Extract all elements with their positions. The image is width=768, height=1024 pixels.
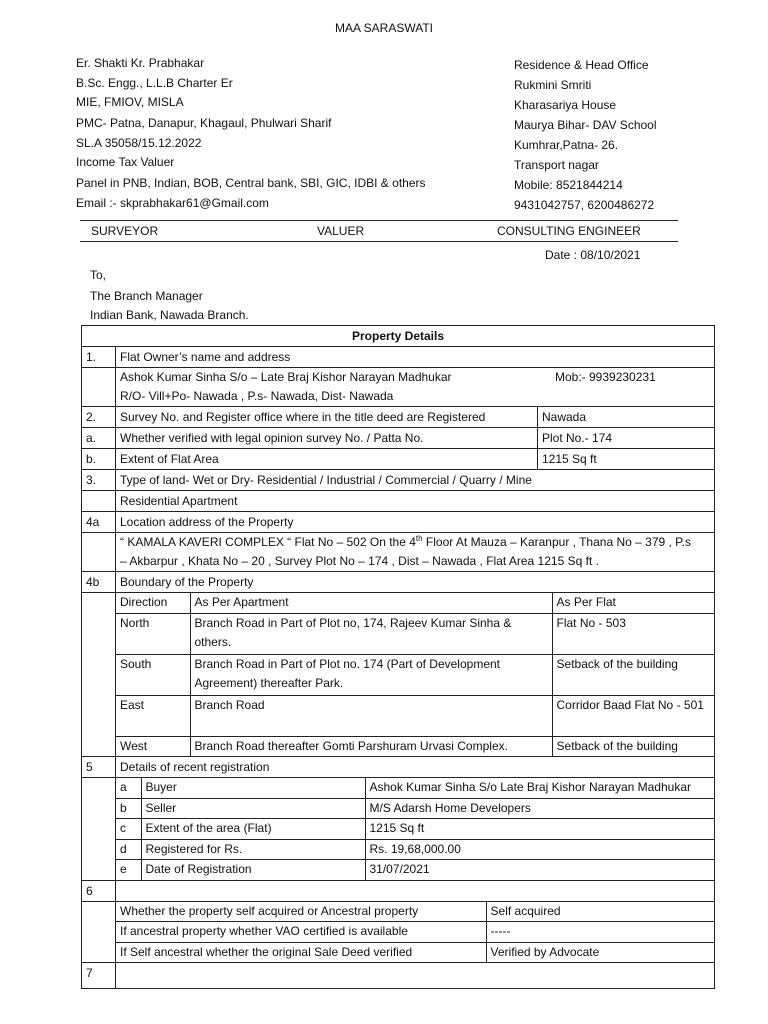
office-line: Maurya Bihar- DAV School bbox=[514, 118, 657, 132]
registration-value: Ashok Kumar Sinha S/o Late Braj Kishor Narayan Madhukar bbox=[365, 778, 714, 798]
owner-mobile: Mob:- 9939230231 bbox=[555, 370, 656, 384]
office-phones: 9431042757, 6200486272 bbox=[514, 198, 655, 212]
ownership-table bbox=[116, 902, 714, 963]
boundary-flat: Setback of the building bbox=[552, 736, 714, 756]
patta-value: Plot No.- 174 bbox=[538, 428, 715, 449]
row-number: 5 bbox=[82, 757, 116, 778]
ownership-question: If Self ancestral whether the original Sale Deed verified bbox=[116, 942, 486, 962]
ownership-answer: ----- bbox=[486, 922, 714, 943]
owner-address: R/O- Vill+Po- Nawada , P.s- Nawada, Dist- Nawada bbox=[120, 389, 394, 403]
boundary-label: Boundary of the Property bbox=[116, 572, 715, 593]
engineer-name: Er. Shakti Kr. Prabhakar bbox=[76, 56, 205, 70]
registration-row bbox=[116, 819, 714, 840]
office-line: Kharasariya House bbox=[514, 98, 617, 112]
address-bank: Indian Bank, Nawada Branch. bbox=[90, 308, 249, 322]
boundary-apartment: Branch Road bbox=[190, 695, 552, 736]
registration-field: Date of Registration bbox=[141, 860, 365, 880]
registration-key: b bbox=[116, 798, 141, 819]
land-type-label: Type of land- Wet or Dry- Residential / Industrial / Commercial / Quarry / Mine bbox=[116, 470, 715, 491]
registration-key: e bbox=[116, 860, 141, 880]
flat-area-value: 1215 Sq ft bbox=[538, 449, 715, 470]
registration-value: M/S Adarsh Home Developers bbox=[365, 798, 714, 819]
owner-name: Ashok Kumar Sinha S/o – Late Braj Kishor Narayan Madhukar bbox=[120, 370, 452, 384]
registration-table bbox=[116, 778, 714, 880]
ownership-row bbox=[116, 922, 714, 943]
registration-field: Seller bbox=[141, 798, 365, 819]
engineer-degree: B.Sc. Engg., L.L.B Charter Er bbox=[76, 76, 233, 90]
role-valuer: VALUER bbox=[317, 224, 365, 238]
row-number: 6 bbox=[82, 880, 116, 901]
boundary-row-south bbox=[116, 654, 714, 695]
row-number: 1. bbox=[82, 347, 116, 368]
engineer-memberships: MIE, FMIOV, MISLA bbox=[76, 95, 184, 109]
row-number: 2. bbox=[82, 407, 116, 428]
role-consulting-engineer: CONSULTING ENGINEER bbox=[497, 224, 641, 238]
boundary-flat: Setback of the building bbox=[552, 654, 714, 695]
boundary-apartment: Branch Road in Part of Plot no. 174 (Part of Development Agreement) thereafter Park. bbox=[190, 654, 552, 695]
boundary-direction: South bbox=[116, 654, 190, 695]
boundary-flat: Flat No - 503 bbox=[552, 613, 714, 654]
ownership-row bbox=[116, 942, 714, 962]
location-line-1: “ KAMALA KAVERI COMPLEX “ Flat No – 502 On the 4 bbox=[120, 535, 416, 549]
divider-bottom bbox=[80, 241, 678, 242]
location-line-1-cont: Floor At Mauza – Karanpur , Thana No – 379 , P.s bbox=[422, 535, 691, 549]
address-to: To, bbox=[90, 268, 107, 282]
location-address bbox=[116, 533, 715, 572]
boundary-row-north bbox=[116, 613, 714, 654]
boundary-header-apartment: As Per Apartment bbox=[190, 593, 552, 613]
boundary-header-direction: Direction bbox=[116, 593, 190, 613]
patta-label: Whether verified with legal opinion survey No. / Patta No. bbox=[116, 428, 538, 449]
location-label: Location address of the Property bbox=[116, 512, 715, 533]
office-line: Kumhrar,Patna- 26. bbox=[514, 138, 619, 152]
address-recipient: The Branch Manager bbox=[90, 289, 203, 303]
boundary-apartment: Branch Road in Part of Plot no, 174, Rajeev Kumar Sinha & others. bbox=[190, 613, 552, 654]
property-details-table bbox=[81, 325, 715, 989]
ownership-row bbox=[116, 902, 714, 922]
boundary-row-east bbox=[116, 695, 714, 736]
row-number: 7 bbox=[82, 963, 116, 989]
boundary-direction: West bbox=[116, 736, 190, 756]
row-number: 4a bbox=[82, 512, 116, 533]
registration-field: Extent of the area (Flat) bbox=[141, 819, 365, 840]
registration-value: 1215 Sq ft bbox=[365, 819, 714, 840]
divider-top bbox=[80, 220, 678, 221]
office-line: Transport nagar bbox=[514, 158, 599, 172]
survey-label: Survey No. and Register office where in the title deed are Registered bbox=[116, 407, 538, 428]
letterhead-title: MAA SARASWATI bbox=[334, 21, 433, 35]
role-surveyor: SURVEYOR bbox=[91, 224, 159, 238]
boundary-row-west bbox=[116, 736, 714, 756]
engineer-email[interactable]: Email :- skprabhakar61@Gmail.com bbox=[76, 196, 269, 210]
office-line: Rukmini Smriti bbox=[514, 78, 592, 92]
registration-value: Rs. 19,68,000.00 bbox=[365, 839, 714, 860]
ownership-question: If ancestral property whether VAO certified is available bbox=[116, 922, 486, 943]
registration-field: Registered for Rs. bbox=[141, 839, 365, 860]
table-title: Property Details bbox=[82, 326, 715, 347]
ownership-answer: Self acquired bbox=[486, 902, 714, 922]
boundary-direction: East bbox=[116, 695, 190, 736]
registration-value: 31/07/2021 bbox=[365, 860, 714, 880]
registration-row bbox=[116, 798, 714, 819]
flat-area-label: Extent of Flat Area bbox=[116, 449, 538, 470]
ownership-answer: Verified by Advocate bbox=[486, 942, 714, 962]
row-number: 3. bbox=[82, 470, 116, 491]
office-title: Residence & Head Office bbox=[514, 58, 649, 72]
boundary-direction: North bbox=[116, 613, 190, 654]
engineer-valuer: Income Tax Valuer bbox=[76, 155, 175, 169]
boundary-table bbox=[116, 593, 714, 756]
registration-row bbox=[116, 860, 714, 880]
registration-row bbox=[116, 778, 714, 798]
row-number: a. bbox=[82, 428, 116, 449]
location-sup: th bbox=[415, 534, 423, 543]
engineer-sla: SL.A 35058/15.12.2022 bbox=[76, 136, 202, 150]
location-line-2: – Akbarpur , Khata No – 20 , Survey Plot No – 174 , Dist – Nawada , Flat Area 1215 Sq ft . bbox=[120, 554, 599, 568]
registration-key: a bbox=[116, 778, 141, 798]
boundary-header-flat: As Per Flat bbox=[552, 593, 714, 613]
row-number: b. bbox=[82, 449, 116, 470]
row-number: 4b bbox=[82, 572, 116, 593]
owner-details-row bbox=[82, 368, 715, 407]
survey-value: Nawada bbox=[538, 407, 715, 428]
registration-field: Buyer bbox=[141, 778, 365, 798]
engineer-pmc: PMC- Patna, Danapur, Khagaul, Phulwari Sharif bbox=[76, 116, 332, 130]
letter-date: Date : 08/10/2021 bbox=[545, 248, 641, 262]
ownership-question: Whether the property self acquired or Ancestral property bbox=[116, 902, 486, 922]
boundary-flat: Corridor Baad Flat No - 501 bbox=[552, 695, 714, 736]
registration-label: Details of recent registration bbox=[116, 757, 715, 778]
office-mobile: Mobile: 8521844214 bbox=[514, 178, 623, 192]
land-type-value: Residential Apartment bbox=[116, 491, 715, 512]
registration-row bbox=[116, 839, 714, 860]
owner-label: Flat Owner’s name and address bbox=[116, 347, 715, 368]
registration-key: c bbox=[116, 819, 141, 840]
boundary-apartment: Branch Road thereafter Gomti Parshuram Urvasi Complex. bbox=[190, 736, 552, 756]
registration-key: d bbox=[116, 839, 141, 860]
engineer-panel: Panel in PNB, Indian, BOB, Central bank, SBI, GIC, IDBI & others bbox=[76, 176, 426, 190]
